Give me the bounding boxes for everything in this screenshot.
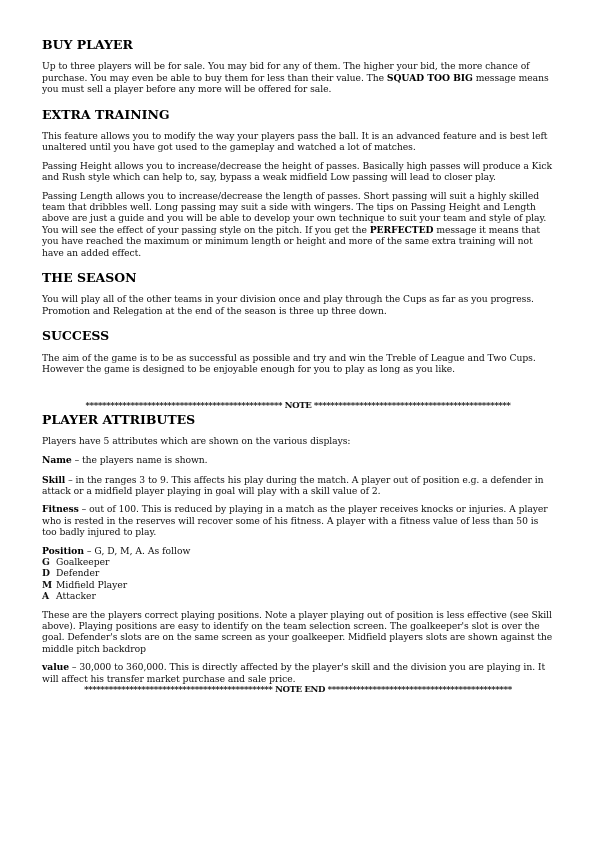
text-run: – G, D, M, A. As follow: [84, 545, 191, 557]
extra-training-paragraph-1: This feature allows you to modify the way your players pass the ball. It is an advanced feature and is best left unaltered until you have got used to the gameplay and watched a lot of matches.: [42, 130, 548, 154]
text-run: Passing Length allows you to increase/decrease the length of passes. Short passing will suit a highly skilled team that dribbles well. Long passing may suit a side with wingers. The tips on Passing Height and Length above are just a guide and you will be able to develop your own technique to suit your team and style of play. You will see the effect of your passing style on the pitch. If you get the: [42, 190, 547, 236]
position-code: M: [42, 579, 53, 591]
extra-training-paragraph-3: [42, 191, 554, 259]
position-label: Attacker: [56, 591, 96, 603]
buy-player-heading: BUY PLAYER: [42, 37, 133, 52]
attribute-fitness: [42, 504, 554, 538]
the-season-heading: THE SEASON: [42, 270, 137, 286]
attribute-value: [42, 662, 554, 685]
position-code: G: [42, 557, 50, 569]
attribute-position: [42, 546, 554, 557]
position-label: Goalkeeper: [56, 557, 110, 569]
success-paragraph: The aim of the game is to be as successful as possible and try and win the Treble of League and Two Cups. However the game is designed to be enjoyable enough for you to play as long as you like.: [42, 352, 536, 375]
text-run: Up to three players will be for sale. You may bid for any of them. The higher your bid, the more chance of purchase. You may even be able to buy them for less than their value. The: [42, 61, 530, 84]
position-code: A: [42, 591, 50, 603]
section-the-season: [42, 271, 554, 317]
perfected-term: PERFECTED: [369, 224, 434, 236]
note-start-divider: ************************************************ NOTE ************************************************: [85, 401, 511, 412]
text-run: message means you must sell a player before any more will be offered for sale.: [42, 72, 549, 96]
section-extra-training: [42, 108, 554, 259]
text-run: – out of 100. This is reduced by playing in a match as the player receives knocks or injuries. A player who is rested in the reserves will recover some of his fitness. A player with a fitness value of less than 50 is too badly injured to play.: [42, 504, 548, 539]
text-run: – in the ranges 3 to 9. This affects his play during the match. A player out of position e.g. a defender in attack or a midfield player playing in goal will play with a skill value of 2.: [42, 474, 544, 497]
attribute-label: Name: [42, 455, 72, 467]
text-run: message it means that you have reached the maximum or minimum length or height and more of the same extra training will not have an added effect.: [42, 224, 541, 259]
position-label: Midfield Player: [56, 579, 128, 591]
position-item: [42, 580, 554, 591]
extra-training-heading: EXTRA TRAINING: [42, 106, 170, 122]
attribute-skill: [42, 475, 554, 498]
success-heading: SUCCESS: [42, 328, 110, 344]
position-item: [42, 557, 554, 568]
position-item: [42, 568, 554, 579]
player-attributes-intro: Players have 5 attributes which are shown on the various displays:: [42, 435, 351, 447]
section-player-attributes: [42, 413, 554, 685]
position-item: [42, 591, 554, 602]
text-run: – the players name is shown.: [71, 455, 208, 467]
attribute-label: value: [42, 662, 70, 674]
attribute-label: Position: [42, 545, 84, 557]
attribute-name: [42, 455, 554, 466]
position-list: [42, 546, 554, 603]
positions-note: These are the players correct playing positions. Note a player playing out of position is less effective (see Skill above). Playing positions are easy to identify on the team selection screen. The goalkeeper's slot is over the goal. Defender's slots are on the same screen as your goalkeeper. Midfield players slots are shown against the middle pitch backdrop: [42, 609, 553, 655]
attribute-label: Skill: [42, 474, 66, 486]
section-buy-player: [42, 38, 554, 96]
text-run: – 30,000 to 360,000. This is directly affected by the player's skill and the division you are playing in. It will affect his transfer market purchase and sale price.: [42, 662, 546, 685]
position-label: Defender: [56, 568, 100, 580]
squad-too-big-term: SQUAD TOO BIG: [386, 72, 473, 84]
buy-player-paragraph: [42, 61, 554, 95]
the-season-paragraph: You will play all of the other teams in your division once and play through the Cups as far as you progress. Promotion and Relegation at the end of the season is three up three down.: [42, 294, 534, 317]
player-attributes-heading: PLAYER ATTRIBUTES: [42, 412, 196, 428]
note-end-divider: ********************************************** NOTE END *********************************************: [84, 685, 512, 696]
attribute-label: Fitness: [42, 504, 79, 516]
section-success: [42, 329, 554, 375]
position-code: D: [42, 568, 50, 580]
manual-page: [42, 38, 554, 696]
extra-training-paragraph-2: Passing Height allows you to increase/decrease the height of passes. Basically high passes will produce a Kick and Rush style which can help to, say, bypass a weak midfield Low passing will lead to closer play.: [42, 160, 552, 184]
